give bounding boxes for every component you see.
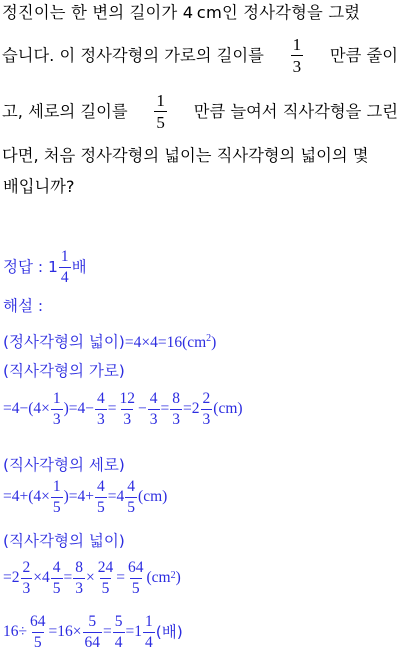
rect-width-label-line bbox=[3, 361, 400, 381]
eq2-part: )=4+ bbox=[63, 488, 95, 505]
eq1-fraction: $\frac{8}{3}$ bbox=[172, 390, 181, 428]
rect-width-equation bbox=[3, 391, 400, 427]
eq4-part: 16÷ bbox=[3, 623, 28, 640]
eq4-fraction: $\frac{1}{4}$ bbox=[145, 613, 153, 651]
eq4-fraction: $\frac{5}{64}$ bbox=[84, 613, 100, 651]
eq1-part: =2 bbox=[183, 400, 200, 417]
question-line-4 bbox=[2, 145, 398, 167]
eq4-part: (배) bbox=[155, 623, 183, 641]
question-text-1: 정진이는 한 변의 길이가 4 cm인 정사각형을 그렸 bbox=[2, 3, 361, 22]
eq3-fraction: $\frac{24}{5}$ bbox=[97, 559, 114, 597]
square-area-close: ) bbox=[211, 334, 217, 352]
eq1-part: − bbox=[138, 400, 147, 417]
rect-height-label-line bbox=[3, 455, 400, 475]
eq3-fraction: $\frac{2}{3}$ bbox=[22, 559, 31, 597]
rect-area-label: (직사각형의 넓이) bbox=[3, 532, 125, 550]
eq2-part: =4 bbox=[107, 488, 125, 505]
eq3-fraction: $\frac{64}{5}$ bbox=[128, 559, 144, 597]
question-text-4: 다면, 처음 정사각형의 넓이는 직사각형의 넓이의 몇 bbox=[2, 146, 369, 165]
eq3-fraction: $\frac{4}{5}$ bbox=[52, 559, 61, 597]
eq3-part: (cm bbox=[146, 569, 171, 586]
answer-unit: 배 bbox=[71, 258, 87, 276]
explanation-heading: 해설 : bbox=[3, 297, 44, 315]
eq3-part: ×4 bbox=[33, 569, 50, 586]
eq1-part: )=4− bbox=[63, 400, 95, 417]
rect-area-equation bbox=[3, 560, 400, 596]
eq1-fraction: $\frac{12}{3}$ bbox=[119, 390, 136, 428]
rect-width-label: (직사각형의 가로) bbox=[3, 362, 125, 380]
eq1-part: = bbox=[107, 400, 117, 417]
eq1-fraction: $\frac{2}{3}$ bbox=[202, 390, 211, 428]
question-text-5: 배입니까? bbox=[3, 177, 75, 196]
fraction-one-third: $\frac{1}{3}$ bbox=[292, 35, 302, 76]
rect-height-equation bbox=[3, 479, 400, 515]
eq4-part: = bbox=[103, 623, 112, 640]
eq1-part: = bbox=[160, 400, 170, 417]
eq1-fraction: $\frac{4}{3}$ bbox=[149, 390, 158, 428]
eq3-sup: 2 bbox=[170, 570, 176, 581]
eq2-fraction: $\frac{4}{5}$ bbox=[97, 478, 105, 516]
eq3-fraction: $\frac{8}{3}$ bbox=[75, 559, 83, 597]
eq4-fraction: $\frac{5}{4}$ bbox=[114, 613, 123, 651]
ratio-equation bbox=[3, 614, 400, 650]
eq1-fraction: $\frac{4}{3}$ bbox=[97, 390, 105, 428]
square-area-sup: 2 bbox=[206, 333, 212, 344]
question-text-2b: 만큼 줄이 bbox=[329, 45, 398, 65]
eq2-part: =4+(4× bbox=[3, 488, 50, 505]
eq4-part: =1 bbox=[125, 623, 142, 640]
eq3-part: =2 bbox=[3, 569, 20, 586]
eq3-part: × bbox=[86, 569, 95, 586]
eq3-part: = bbox=[116, 569, 125, 586]
rect-area-label-line bbox=[3, 531, 400, 551]
question-text-3b: 만큼 늘여서 직사각형을 그린 bbox=[193, 101, 398, 121]
question-line-5 bbox=[3, 176, 400, 198]
fraction-one-fifth: $\frac{1}{5}$ bbox=[156, 91, 165, 132]
answer-fraction: $\frac{1}{4}$ bbox=[60, 248, 69, 286]
rect-height-label: (직사각형의 세로) bbox=[3, 456, 125, 474]
explanation-label bbox=[3, 296, 400, 316]
question-line-1 bbox=[2, 2, 398, 24]
square-area-expr: =4×4=16(cm bbox=[124, 334, 207, 352]
question-line-3 bbox=[2, 92, 398, 131]
eq2-fraction: $\frac{1}{5}$ bbox=[52, 478, 61, 516]
eq1-part: =4−(4× bbox=[3, 400, 50, 417]
eq4-part: =16× bbox=[48, 623, 82, 640]
answer-label: 정답 : 1 bbox=[3, 258, 58, 276]
eq3-part: ) bbox=[175, 569, 181, 586]
question-text-2a: 습니다. 이 정사각형의 가로의 길이를 bbox=[2, 45, 264, 65]
eq1-part: (cm) bbox=[213, 400, 243, 417]
eq2-part: (cm) bbox=[138, 488, 168, 505]
eq3-part: = bbox=[63, 569, 73, 586]
answer-line bbox=[3, 249, 400, 285]
question-text-3a: 고, 세로의 길이를 bbox=[2, 101, 128, 121]
square-area-label: (정사각형의 넓이) bbox=[3, 333, 125, 352]
square-area-line bbox=[3, 329, 400, 353]
eq2-fraction: $\frac{4}{5}$ bbox=[127, 478, 136, 516]
eq1-fraction: $\frac{1}{3}$ bbox=[52, 390, 61, 428]
question-line-2 bbox=[2, 36, 398, 75]
eq4-fraction: $\frac{64}{5}$ bbox=[30, 613, 46, 651]
